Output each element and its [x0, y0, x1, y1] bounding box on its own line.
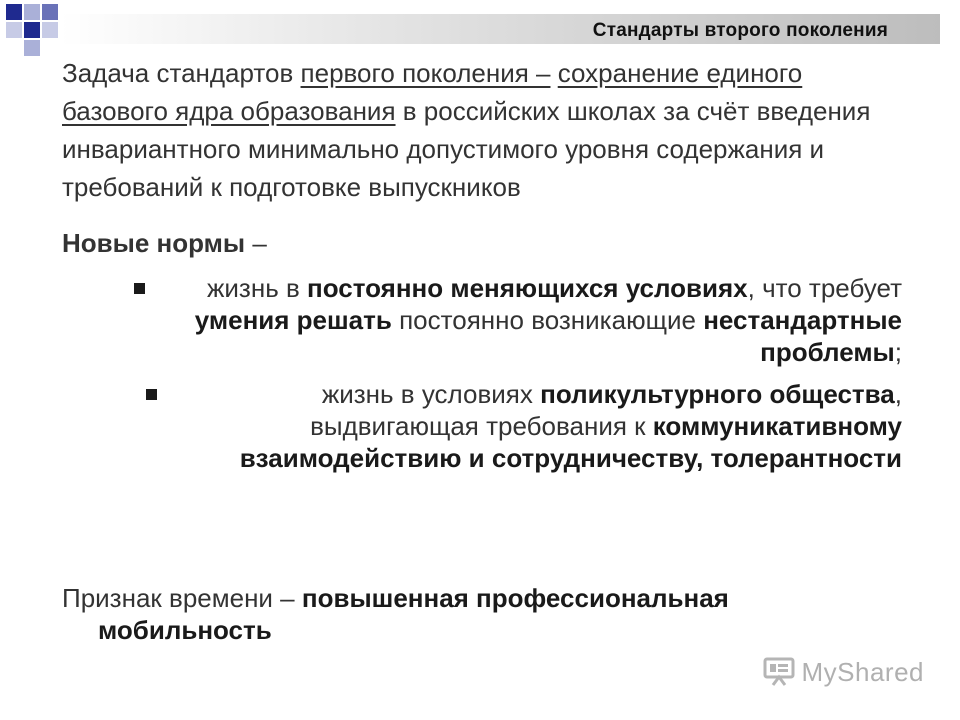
- heading-text: Новые нормы: [62, 228, 246, 258]
- bullet-text: жизнь в: [207, 273, 308, 303]
- bullet-bold-text: поликультурного общества: [540, 379, 895, 409]
- slide-header-title: Стандарты второго поколения: [592, 20, 888, 41]
- list-item: [62, 378, 902, 474]
- list-item: [62, 272, 902, 368]
- decor-square: [6, 22, 22, 38]
- square-bullet-icon: [146, 389, 157, 400]
- square-bullet-icon: [134, 283, 145, 294]
- decor-square: [42, 4, 58, 20]
- intro-underlined-text: сохранение единого базового ядра образования: [62, 58, 803, 126]
- heading-dash: –: [245, 228, 267, 258]
- new-norms-heading: [62, 226, 902, 260]
- bullet-text: , что требует: [747, 273, 902, 303]
- bullet-bold-text: постоянно меняющихся условиях: [307, 273, 748, 303]
- bullet-text: жизнь в условиях: [321, 379, 541, 409]
- decor-square: [42, 22, 58, 38]
- intro-paragraph: [62, 54, 902, 206]
- bullet-text: ;: [894, 337, 902, 367]
- intro-space: [550, 58, 557, 88]
- sign-line: [62, 582, 902, 614]
- bullet-bold-text: нестандартные проблемы: [703, 305, 902, 367]
- bullet-text: постоянно возникающие: [391, 305, 704, 335]
- intro-underlined-text: первого поколения –: [300, 58, 551, 88]
- watermark-text: MyShared: [801, 656, 924, 687]
- decor-square: [6, 4, 22, 20]
- bullet-bold-text: коммуникативному взаимодействию и сотрудничеству, толерантности: [239, 411, 902, 473]
- sign-text: Признак времени –: [62, 583, 302, 613]
- bullet-bold-text: умения решать: [194, 305, 392, 335]
- sign-of-time-paragraph: [62, 582, 902, 646]
- presentation-screen-icon: [762, 655, 796, 689]
- intro-text: Задача стандартов: [62, 58, 301, 88]
- decor-square: [24, 22, 40, 38]
- decor-square: [24, 40, 40, 56]
- sign-bold-text: мобильность: [98, 615, 272, 645]
- bullet-text: , выдвигающая требования к: [310, 379, 902, 441]
- decor-square: [24, 4, 40, 20]
- slide-content: [62, 54, 902, 474]
- watermark: [762, 652, 925, 692]
- intro-text: в российских школах за счёт введения инвариантного минимально допустимого уровня содержания и требований к подготовке выпускников: [62, 96, 871, 202]
- sign-bold-text: повышенная профессиональная: [301, 583, 729, 613]
